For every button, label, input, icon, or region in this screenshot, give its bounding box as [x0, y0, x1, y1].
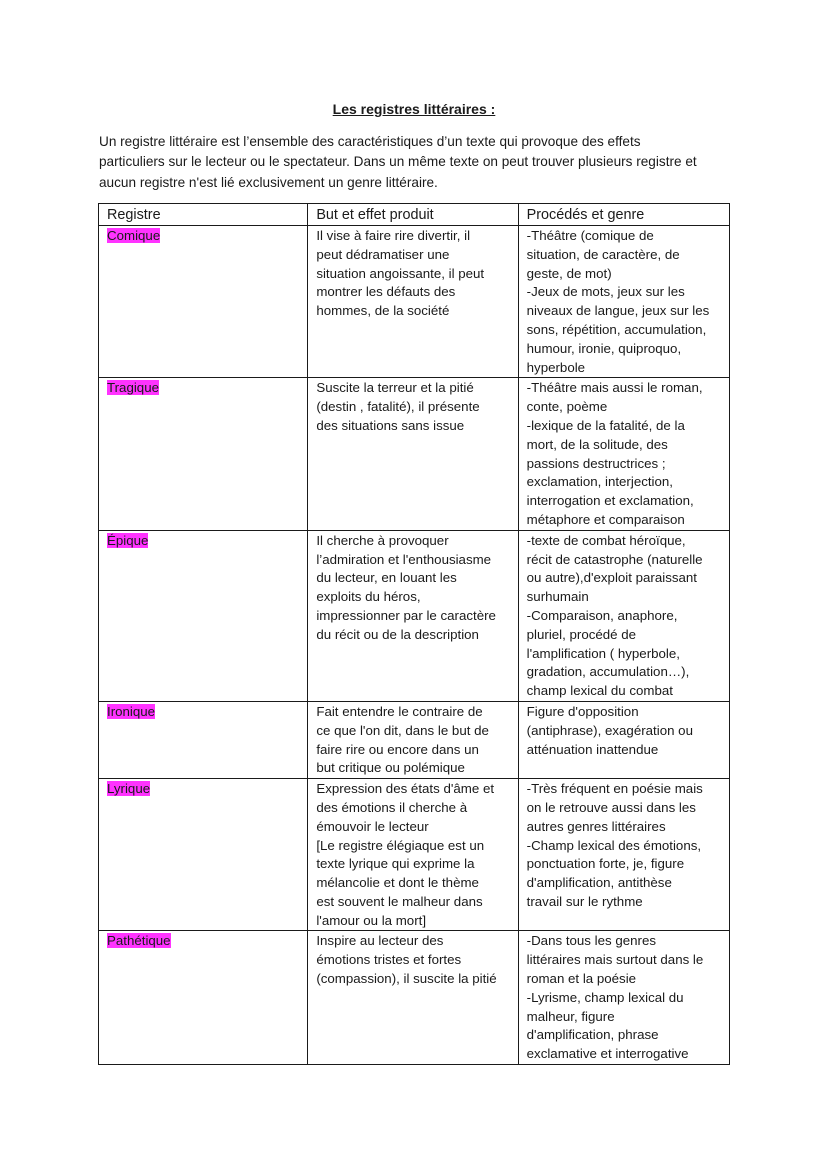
- document-title: Les registres littéraires :: [332, 101, 496, 117]
- effect-line: du lecteur, en louant les: [316, 570, 457, 586]
- process-line: -lexique de la fatalité, de la: [526, 417, 685, 433]
- process-line: métaphore et comparaison: [526, 511, 685, 527]
- effect-cell: [308, 931, 518, 1065]
- process-line: mort, de la solitude, des: [526, 436, 668, 452]
- process-line: récit de catastrophe (naturelle: [526, 551, 703, 567]
- effect-line: l’admiration et l'enthousiasme: [316, 551, 492, 567]
- intro-line: aucun registre n'est lié exclusivement un genre littéraire.: [99, 174, 438, 190]
- effect-line: Il vise à faire rire divertir, il: [316, 228, 471, 243]
- process-line: on le retrouve aussi dans les: [526, 799, 696, 815]
- register-name-cell: [99, 378, 308, 530]
- effect-line: Expression des états d'âme et: [316, 781, 495, 797]
- table-row: [99, 931, 730, 1065]
- process-line: littéraires mais surtout dans le: [526, 952, 704, 968]
- process-line: champ lexical du combat: [526, 683, 673, 699]
- register-name: Tragique: [107, 380, 159, 396]
- process-line: passions destructrices ;: [526, 455, 666, 471]
- effect-line: texte lyrique qui exprime la: [316, 856, 475, 872]
- process-line: ou autre),d'exploit paraissant: [526, 570, 697, 586]
- process-line: conte, poème: [526, 399, 608, 415]
- effect-line: émouvoir le lecteur: [316, 818, 429, 834]
- effect-line: faire rire ou encore dans un: [316, 741, 479, 757]
- effect-line: (destin , fatalité), il présente: [316, 399, 480, 415]
- process-cell: [518, 701, 729, 778]
- effect-line: Inspire au lecteur des: [316, 933, 444, 949]
- register-name: Ironique: [107, 703, 156, 719]
- register-name: Épique: [107, 532, 149, 548]
- effect-line: Fait entendre le contraire de: [316, 703, 483, 719]
- effect-line: but critique ou polémique: [316, 760, 465, 776]
- process-line: -Lyrisme, champ lexical du: [526, 989, 684, 1005]
- process-line: interrogation et exclamation,: [526, 493, 694, 509]
- register-name-cell: [99, 779, 308, 931]
- effect-cell: [308, 779, 518, 931]
- process-line: d'amplification, antithèse: [526, 875, 672, 891]
- effect-line: Il cherche à provoquer: [316, 532, 449, 548]
- table-header-row: [99, 204, 730, 226]
- process-line: -Comparaison, anaphore,: [526, 607, 678, 623]
- effect-line: montrer les défauts des: [316, 284, 456, 300]
- register-name-cell: [99, 530, 308, 701]
- register-name: Lyrique: [107, 781, 151, 797]
- effect-line: (compassion), il suscite la pitié: [316, 971, 497, 987]
- process-line: sons, répétition, accumulation,: [526, 321, 707, 337]
- table-row: [99, 530, 730, 701]
- effect-line: émotions tristes et fortes: [316, 952, 462, 968]
- effect-line: Suscite la terreur et la pitié: [316, 380, 474, 396]
- effect-line: peut dédramatiser une: [316, 246, 450, 262]
- process-line: surhumain: [526, 589, 589, 605]
- effect-line: des émotions il cherche à: [316, 799, 468, 815]
- effect-line: l'amour ou la mort]: [316, 912, 427, 928]
- process-line: -Très fréquent en poésie mais: [526, 781, 703, 797]
- intro-line: Un registre littéraire est l’ensemble des caractéristiques d’un texte qui provoque des effets: [99, 134, 641, 149]
- process-line: -Dans tous les genres: [526, 933, 656, 949]
- register-name-cell: [99, 226, 308, 378]
- process-line: atténuation inattendue: [526, 741, 659, 757]
- effect-line: impressionner par le caractère: [316, 607, 496, 623]
- effect-line: hommes, de la société: [316, 303, 450, 319]
- register-name-cell: [99, 701, 308, 778]
- process-line: -Jeux de mots, jeux sur les: [526, 284, 685, 300]
- effect-cell: [308, 701, 518, 778]
- process-cell: [518, 931, 729, 1065]
- process-line: travail sur le rythme: [526, 893, 643, 909]
- register-name: Comique: [107, 228, 161, 243]
- effect-cell: [308, 378, 518, 530]
- process-line: d'amplification, phrase: [526, 1027, 659, 1043]
- process-line: ponctuation forte, je, figure: [526, 856, 685, 872]
- process-cell: [518, 378, 729, 530]
- effect-line: du récit ou de la description: [316, 626, 479, 642]
- process-line: (antiphrase), exagération ou: [526, 722, 693, 738]
- register-name-cell: [99, 931, 308, 1065]
- process-line: -Théâtre (comique de: [526, 228, 654, 243]
- process-cell: [518, 226, 729, 378]
- process-line: hyperbole: [526, 359, 586, 375]
- header-but-effet: But et effet produit: [308, 204, 518, 226]
- process-line: -Champ lexical des émotions,: [526, 837, 702, 853]
- process-cell: [518, 779, 729, 931]
- process-line: -texte de combat héroïque,: [526, 532, 686, 548]
- effect-line: des situations sans issue: [316, 417, 465, 433]
- intro-paragraph: [99, 132, 739, 193]
- process-line: niveaux de langue, jeux sur les: [526, 303, 710, 319]
- process-line: situation, de caractère, de: [526, 246, 680, 262]
- table-row: [99, 701, 730, 778]
- header-procedes-genre: Procédés et genre: [518, 204, 729, 226]
- registers-table: [98, 203, 730, 1065]
- effect-line: mélancolie et dont le thème: [316, 875, 479, 891]
- process-line: l'amplification ( hyperbole,: [526, 645, 680, 661]
- process-line: autres genres littéraires: [526, 818, 666, 834]
- process-cell: [518, 530, 729, 701]
- effect-line: [Le registre élégiaque est un: [316, 837, 485, 853]
- process-line: Figure d'opposition: [526, 703, 639, 719]
- effect-line: exploits du héros,: [316, 589, 421, 605]
- process-line: exclamation, interjection,: [526, 474, 673, 490]
- process-line: gradation, accumulation…),: [526, 664, 690, 680]
- process-line: geste, de mot): [526, 265, 612, 281]
- process-line: malheur, figure: [526, 1008, 615, 1024]
- effect-line: est souvent le malheur dans: [316, 893, 483, 909]
- effect-line: ce que l'on dit, dans le but de: [316, 722, 489, 738]
- table-row: [99, 779, 730, 931]
- effect-cell: [308, 226, 518, 378]
- process-line: exclamative et interrogative: [526, 1046, 689, 1062]
- table-body: [99, 226, 730, 1065]
- effect-cell: [308, 530, 518, 701]
- intro-line: particuliers sur le lecteur ou le spectateur. Dans un même texte on peut trouver plusieurs registre et: [99, 154, 697, 170]
- table-row: [99, 226, 730, 378]
- process-line: roman et la poésie: [526, 971, 637, 987]
- process-line: pluriel, procédé de: [526, 626, 637, 642]
- effect-line: situation angoissante, il peut: [316, 265, 485, 281]
- table-row: [99, 378, 730, 530]
- process-line: -Théâtre mais aussi le roman,: [526, 380, 703, 396]
- header-registre: Registre: [99, 204, 308, 226]
- process-line: humour, ironie, quiproquo,: [526, 340, 682, 356]
- register-name: Pathétique: [107, 933, 171, 949]
